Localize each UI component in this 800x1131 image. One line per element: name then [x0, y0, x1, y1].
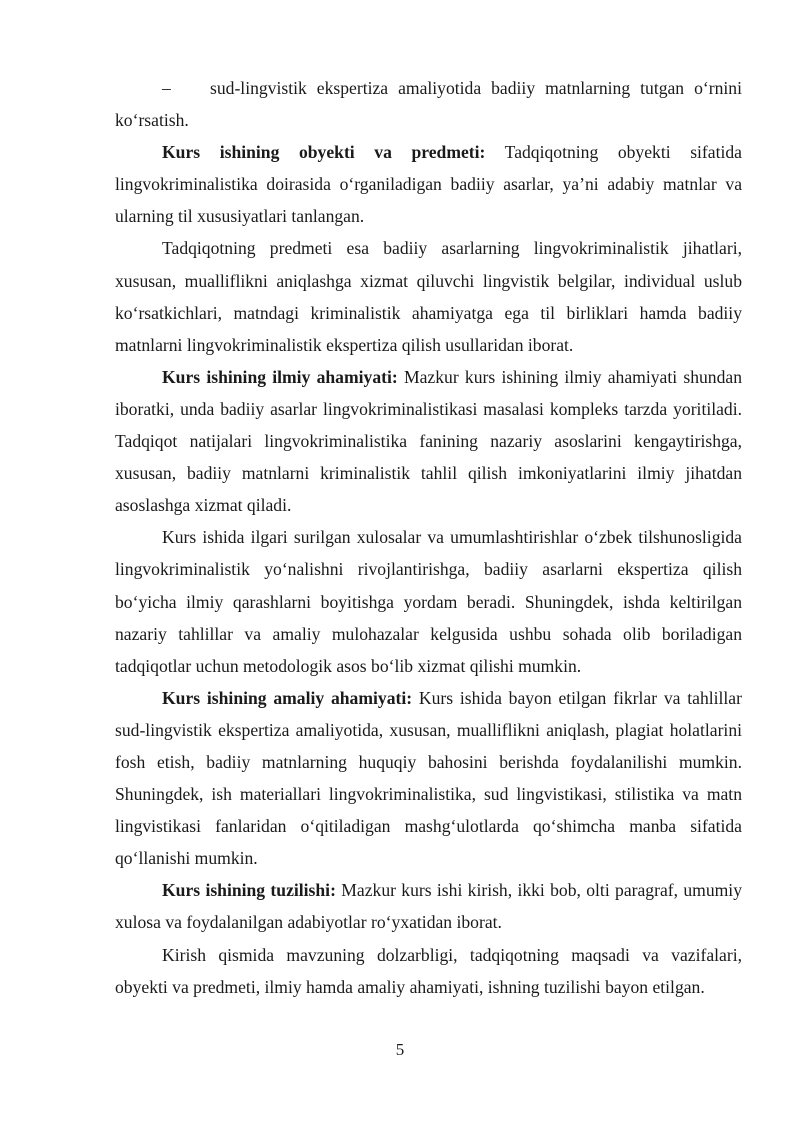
- conclusions-paragraph: [115, 521, 742, 681]
- intro-paragraph: [115, 939, 742, 1003]
- bullet-text: sud-lingvistik ekspertiza amaliyotida badiiy matnlarning tutgan o‘rnini ko‘rsatish.: [115, 78, 742, 131]
- structure-paragraph: [115, 874, 742, 938]
- subject-text: Tadqiqotning predmeti esa badiiy asarlarning lingvokriminalistik jihatlari, xususan, mualliflikni aniqlashga xizmat qiluvchi lingvistik belgilar, individual uslub ko‘rsatkichlari, matndagi kriminalistik ahamiyatga ega til birliklari hamda badiiy matnlarni lingvokriminalistik ekspertiza qilish usullaridan iborat.: [115, 238, 742, 355]
- structure-text: Mazkur kurs ishi kirish, ikki bob, olti paragraf, umumiy xulosa va foydalanilgan adabiyotlar ro‘yxatidan iborat.: [115, 880, 742, 933]
- object-text: Tadqiqotning obyekti sifatida lingvokriminalistika doirasida o‘rganiladigan badiiy asarlar, ya’ni adabiy matnlar va ularning til xususiyatlari tanlangan.: [115, 142, 742, 227]
- task-bullet-item: [115, 72, 742, 136]
- scientific-text: Mazkur kurs ishining ilmiy ahamiyati shundan iboratki, unda badiiy asarlar lingvokriminalistikasi masalasi kompleks tarzda yoritiladi. Tadqiqot natijalari lingvokriminalistika fanining nazariy asoslarini kengaytirishga, xususan, badiiy matnlarni kriminalistik tahlil qilish imkoniyatlarini ilmiy jihatdan asoslashga xizmat qiladi.: [115, 366, 742, 516]
- dash-marker: –: [162, 78, 171, 98]
- practical-text: Kurs ishida bayon etilgan fikrlar va tahlillar sud-lingvistik ekspertiza amaliyotida, xususan, mualliflikni aniqlash, plagiat holatlarini fosh etish, badiiy matnlarning huquqiy bahosini berishda foydalanilishi mumkin. Shuningdek, ish materiallari lingvokriminalistika, sud lingvistikasi, stilistika va matn lingvistikasi fanlaridan o‘qitiladigan mashg‘ulotlarda qo‘shimcha manba sifatida qo‘llanishi mumkin.: [115, 687, 742, 869]
- page-number: 5: [395, 1040, 405, 1059]
- page-body: [115, 72, 742, 1003]
- practical-paragraph: [115, 682, 742, 875]
- structure-heading: Kurs ishining tuzilishi:: [162, 880, 336, 901]
- subject-paragraph: [115, 232, 742, 360]
- object-paragraph: [115, 136, 742, 232]
- scientific-heading: Kurs ishining ilmiy ahamiyati:: [162, 366, 398, 387]
- object-heading: Kurs ishining obyekti va predmeti:: [162, 142, 486, 163]
- conclusions-text: Kurs ishida ilgari surilgan xulosalar va umumlashtirishlar o‘zbek tilshunosligida lingvokriminalistik yo‘nalishni rivojlantirishga, badiiy asarlarni ekspertiza qilish bo‘yicha ilmiy qarashlarni boyitishga yordam beradi. Shuningdek, ishda keltirilgan nazariy tahlillar va amaliy mulohazalar kelgusida ushbu sohada olib boriladigan tadqiqotlar uchun metodologik asos bo‘lib xizmat qilishi mumkin.: [115, 527, 742, 676]
- scientific-paragraph: [115, 361, 742, 521]
- practical-heading: Kurs ishining amaliy ahamiyati:: [162, 687, 413, 708]
- intro-text: Kirish qismida mavzuning dolzarbligi, tadqiqotning maqsadi va vazifalari, obyekti va predmeti, ilmiy hamda amaliy ahamiyati, ishning tuzilishi bayon etilgan.: [115, 944, 742, 997]
